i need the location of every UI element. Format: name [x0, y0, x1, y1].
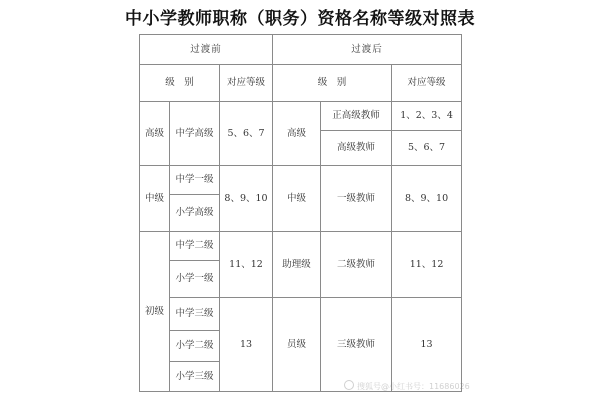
- header-level-before: 级 别: [140, 65, 220, 102]
- senior-after-title-2: 高级教师: [321, 131, 392, 166]
- junior-before-group: 初级: [140, 232, 170, 392]
- junior-before-grade-2: 13: [220, 298, 273, 392]
- senior-after-title-1: 正高级教师: [321, 102, 392, 131]
- intermediate-before-title-1: 中学一级: [170, 166, 220, 195]
- senior-after-group: 高级: [273, 102, 321, 166]
- table-row: [140, 298, 462, 331]
- header-level-after: 级 别: [273, 65, 392, 102]
- junior-after-group-1: 助理级: [273, 232, 321, 298]
- senior-before-title: 中学高级: [170, 102, 220, 166]
- document-title: 中小学教师职称（职务）资格名称等级对照表: [125, 9, 475, 29]
- junior-before-title-1: 中学二级: [170, 232, 220, 261]
- senior-before-group: 高级: [140, 102, 170, 166]
- table-row: [140, 102, 462, 131]
- junior-before-title-3: 中学三级: [170, 298, 220, 331]
- junior-after-title-2: 三级教师: [321, 298, 392, 392]
- junior-after-grade-1: 11、12: [392, 232, 462, 298]
- intermediate-after-grade: 8、9、10: [392, 166, 462, 232]
- senior-after-grade-1: 1、2、3、4: [392, 102, 462, 131]
- table-subheader-row: [140, 65, 462, 102]
- header-grade-before: 对应等级: [220, 65, 273, 102]
- junior-before-grade-1: 11、12: [220, 232, 273, 298]
- junior-before-title-4: 小学二级: [170, 331, 220, 362]
- intermediate-before-grade: 8、9、10: [220, 166, 273, 232]
- watermark-icon: [344, 380, 354, 390]
- senior-after-grade-2: 5、6、7: [392, 131, 462, 166]
- watermark-text: 搜狐号@小红书号：11686026: [357, 382, 470, 391]
- junior-before-title-5: 小学三级: [170, 362, 220, 392]
- intermediate-after-title: 一级教师: [321, 166, 392, 232]
- senior-before-grade: 5、6、7: [220, 102, 273, 166]
- intermediate-before-title-2: 小学高级: [170, 195, 220, 232]
- junior-after-group-2: 员级: [273, 298, 321, 392]
- header-after: 过渡后: [273, 35, 462, 65]
- watermark: [344, 380, 470, 392]
- intermediate-after-group: 中级: [273, 166, 321, 232]
- table-row: [140, 166, 462, 195]
- table-header-row: [140, 35, 462, 65]
- header-grade-after: 对应等级: [392, 65, 462, 102]
- comparison-table: [139, 34, 462, 392]
- junior-after-title-1: 二级教师: [321, 232, 392, 298]
- intermediate-before-group: 中级: [140, 166, 170, 232]
- junior-after-grade-2: 13: [392, 298, 462, 392]
- header-before: 过渡前: [140, 35, 273, 65]
- junior-before-title-2: 小学一级: [170, 261, 220, 298]
- table-row: [140, 232, 462, 261]
